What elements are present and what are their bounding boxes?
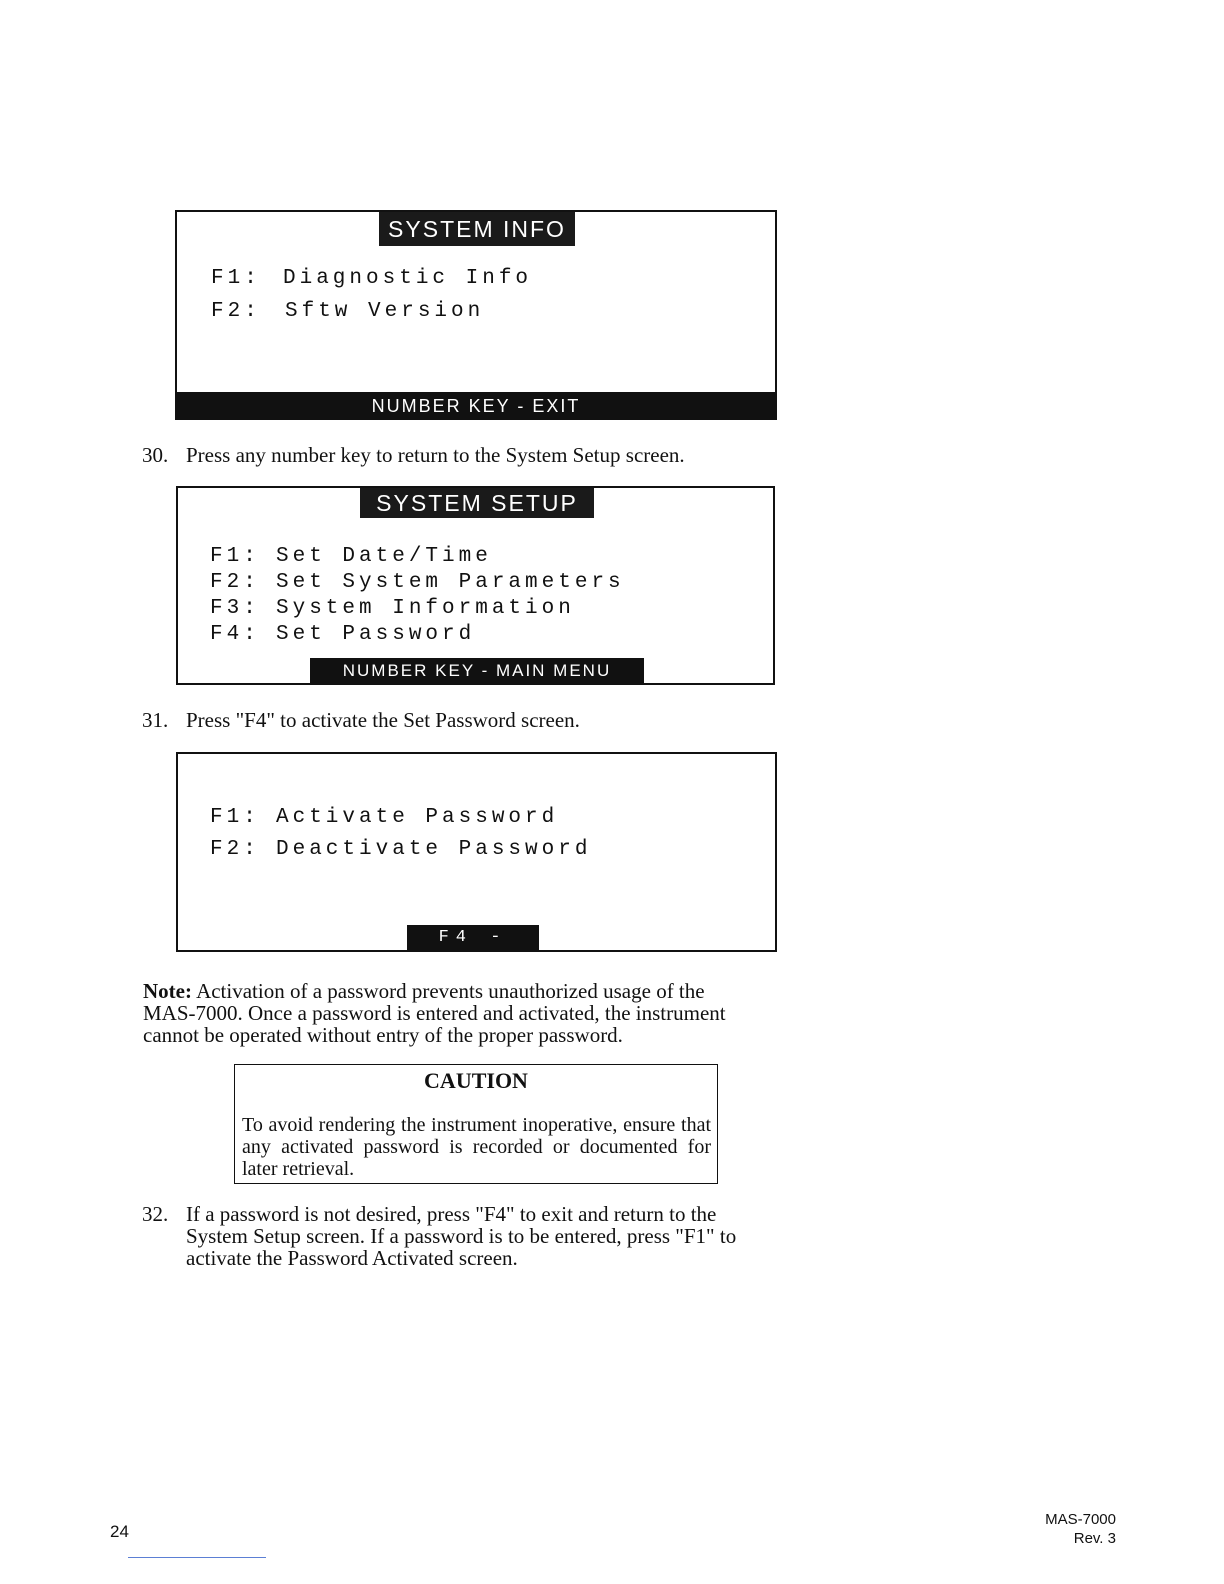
menu-key: F1: xyxy=(210,545,260,568)
step-text: Press "F4" to activate the Set Password screen. xyxy=(186,708,580,732)
menu-label: Set System Parameters xyxy=(276,571,625,594)
caution-body: To avoid rendering the instrument inoperative, ensure that any activated password is recorded or documented for later retrieval. xyxy=(242,1114,711,1180)
menu-item xyxy=(210,596,750,622)
system-setup-screen xyxy=(176,486,775,685)
step-text xyxy=(186,1203,736,1269)
menu-item xyxy=(210,837,750,869)
screen-footer: NUMBER KEY - MAIN MENU xyxy=(310,658,644,683)
caution-title: CAUTION xyxy=(424,1068,528,1093)
page-number: 24 xyxy=(110,1522,129,1541)
step-text: Press any number key to return to the System Setup screen. xyxy=(186,443,685,467)
note-paragraph xyxy=(143,980,843,1046)
set-password-screen xyxy=(176,752,777,972)
screen-footer: NUMBER KEY - EXIT xyxy=(175,392,777,420)
step-line: System Setup screen. If a password is to be entered, press "F1" to xyxy=(186,1224,737,1248)
menu-key: F2: xyxy=(210,838,260,861)
step-number: 32. xyxy=(142,1202,169,1226)
menu-item xyxy=(211,299,751,332)
note-label: Note: xyxy=(143,979,192,1003)
step-number: 31. xyxy=(142,708,169,732)
step-line: If a password is not desired, press "F4" to exit and return to the xyxy=(186,1202,717,1226)
doc-model: MAS-7000 xyxy=(1045,1511,1116,1528)
menu-item xyxy=(210,544,750,570)
note-line: cannot be operated without entry of the proper password. xyxy=(143,1023,623,1047)
menu-label: Set Date/Time xyxy=(276,545,492,568)
screen-footer: F4 - EXIT xyxy=(407,925,539,950)
menu-key: F1: xyxy=(211,267,261,290)
menu-label: System Information xyxy=(276,597,575,620)
step-number: 30. xyxy=(142,443,169,467)
doc-revision: Rev. 3 xyxy=(1073,1530,1116,1547)
menu-item xyxy=(210,570,750,596)
menu-label: Deactivate Password xyxy=(276,838,592,861)
screen-title: SYSTEM INFO xyxy=(379,212,575,246)
screen-menu xyxy=(211,266,751,332)
menu-key: F3: xyxy=(210,597,260,620)
system-info-screen xyxy=(175,210,777,420)
menu-label: Diagnostic Info xyxy=(283,267,533,290)
step-line: activate the Password Activated screen. xyxy=(186,1246,518,1270)
screen-menu xyxy=(210,544,750,648)
menu-label: Set Password xyxy=(276,623,476,646)
menu-key: F2: xyxy=(211,300,261,323)
menu-item xyxy=(210,622,750,648)
document-id xyxy=(1045,1510,1116,1548)
menu-key: F4: xyxy=(210,623,260,646)
menu-item xyxy=(210,805,750,837)
menu-key: F1: xyxy=(210,806,260,829)
screen-menu xyxy=(210,805,750,869)
note-line xyxy=(143,980,843,1002)
menu-key: F2: xyxy=(210,571,260,594)
note-text: Activation of a password prevents unauthorized usage of the xyxy=(191,979,705,1003)
menu-label: Sftw Version xyxy=(285,300,485,323)
caution-box xyxy=(234,1064,718,1184)
menu-item xyxy=(211,266,751,299)
menu-label: Activate Password xyxy=(276,806,559,829)
screen-title: SYSTEM SETUP xyxy=(360,488,594,518)
note-line: MAS-7000. Once a password is entered and activated, the instrument xyxy=(143,1001,726,1025)
footer-rule xyxy=(128,1557,266,1558)
